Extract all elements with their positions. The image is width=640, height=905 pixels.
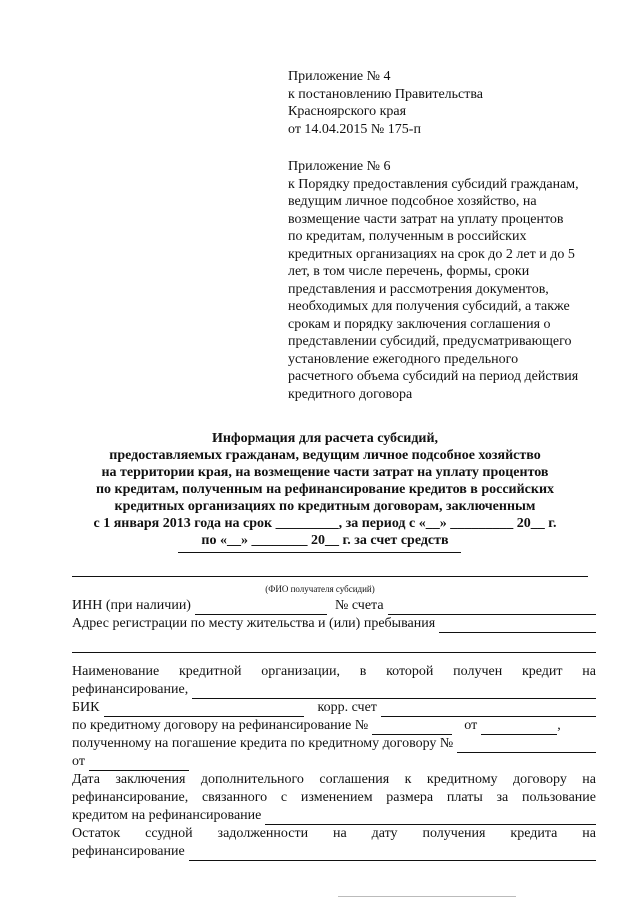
bank-name-field[interactable] — [192, 685, 596, 699]
address-row — [72, 615, 596, 633]
appendix-4-header — [288, 68, 483, 138]
addendum-line: рефинансирование, связанного с изменением размера платы за пользование — [72, 790, 596, 805]
account-label: № счета — [334, 598, 384, 613]
appendix-6-header — [288, 158, 608, 403]
title-line: по «__» ________ 20__ г. за счет средств — [201, 533, 449, 548]
addendum-label: кредитом на рефинансирование — [72, 808, 262, 823]
appendix-6-line: представлении субсидий, предусматривающего — [288, 334, 572, 349]
bank-name-label: рефинансирование, — [72, 682, 189, 697]
addendum-date-row — [72, 807, 596, 825]
appendix-4-line: Красноярского края — [288, 104, 407, 119]
appendix-6-line: представления и рассмотрения документов, — [288, 281, 549, 297]
appendix-6-line: лет, в том числе перечень, формы, сроки — [288, 264, 530, 279]
corr-account-field[interactable] — [381, 703, 596, 717]
repay-contract-row — [72, 735, 596, 753]
addendum-date-field[interactable] — [265, 811, 596, 825]
bik-label: БИК — [72, 700, 100, 715]
repay-contract-label: полученному на погашение кредита по кредитному договору № — [72, 736, 454, 751]
recipient-name-line[interactable] — [72, 576, 588, 577]
refi-contract-label: по кредитному договору на рефинансирование № — [72, 718, 369, 733]
refi-contract-from-label: от — [464, 718, 478, 733]
document-title — [60, 430, 590, 549]
title-line: на территории края, на возмещение части затрат на уплату процентов — [101, 465, 549, 480]
funding-source-line[interactable] — [178, 552, 461, 553]
bik-field[interactable] — [104, 703, 304, 717]
account-field[interactable] — [388, 601, 596, 615]
repay-date-row — [72, 753, 596, 771]
appendix-6-line: возмещение части затрат на уплату процентов — [288, 211, 564, 227]
repay-contract-number-field[interactable] — [457, 739, 596, 753]
appendix-6-line: к Порядку предоставления субсидий гражданам, — [288, 176, 579, 192]
balance-row — [72, 843, 596, 861]
inn-label: ИНН (при наличии) — [72, 598, 191, 613]
addendum-line: Дата заключения дополнительного соглашения к кредитному договору на — [72, 772, 596, 787]
inn-row — [72, 597, 596, 615]
refi-contract-row: по кредитному договору на рефинансирование № от , — [72, 718, 561, 733]
title-line: по кредитам, полученным на рефинансирование кредитов в российских — [95, 482, 555, 497]
title-line: предоставляемых гражданам, ведущим личное подсобное хозяйство — [109, 448, 541, 463]
corr-account-label: корр. счет — [317, 700, 377, 715]
repay-from-label: от — [72, 754, 85, 769]
address-label: Адрес регистрации по месту жительства и (или) пребывания — [72, 616, 436, 631]
recipient-form — [72, 597, 596, 861]
address-field-continued[interactable] — [72, 639, 596, 653]
balance-field[interactable] — [189, 847, 596, 861]
bik-row — [72, 699, 596, 717]
inn-field[interactable] — [195, 601, 327, 615]
bank-name-row — [72, 681, 596, 699]
appendix-6-line: необходимых для получения субсидий, а также — [288, 299, 570, 314]
refi-contract-number-field[interactable] — [372, 721, 452, 735]
appendix-6-line: Приложение № 6 — [288, 159, 391, 174]
recipient-caption: (ФИО получателя субсидий) — [265, 584, 375, 594]
appendix-4-line: Приложение № 4 — [288, 69, 391, 84]
appendix-4-line: к постановлению Правительства — [288, 86, 484, 102]
appendix-6-line: расчетного объема субсидий на период действия — [288, 369, 579, 384]
title-line: с 1 января 2013 года на срок _________, за период с «__» _________ 20__ г. — [93, 516, 557, 531]
title-line: Информация для расчета субсидий, — [211, 431, 439, 446]
title-line: кредитных организациях по кредитным договорам, заключенным — [114, 499, 536, 514]
address-continuation-row — [72, 633, 596, 653]
appendix-6-line: по кредитам, полученным в российских — [288, 229, 527, 244]
bank-name-line: Наименование кредитной организации, в которой получен кредит на — [72, 664, 596, 679]
appendix-6-line: кредитного договора — [288, 386, 413, 402]
balance-label: рефинансирование — [72, 844, 185, 859]
appendix-6-line: срокам и порядку заключения соглашения о — [288, 316, 551, 332]
repay-date-field[interactable] — [89, 757, 189, 771]
balance-line: Остаток ссудной задолженности на дату получения кредита на — [72, 826, 596, 841]
appendix-6-line: кредитных организациях на срок до 2 лет и до 5 — [288, 246, 575, 262]
appendix-6-line: ведущим личное подсобное хозяйство, на — [288, 194, 537, 209]
scan-edge-line — [338, 896, 516, 897]
address-field[interactable] — [439, 619, 596, 633]
appendix-6-line: установление ежегодного предельного — [288, 351, 519, 367]
appendix-4-line: от 14.04.2015 № 175-п — [288, 121, 421, 137]
refi-contract-date-field[interactable] — [481, 721, 557, 735]
